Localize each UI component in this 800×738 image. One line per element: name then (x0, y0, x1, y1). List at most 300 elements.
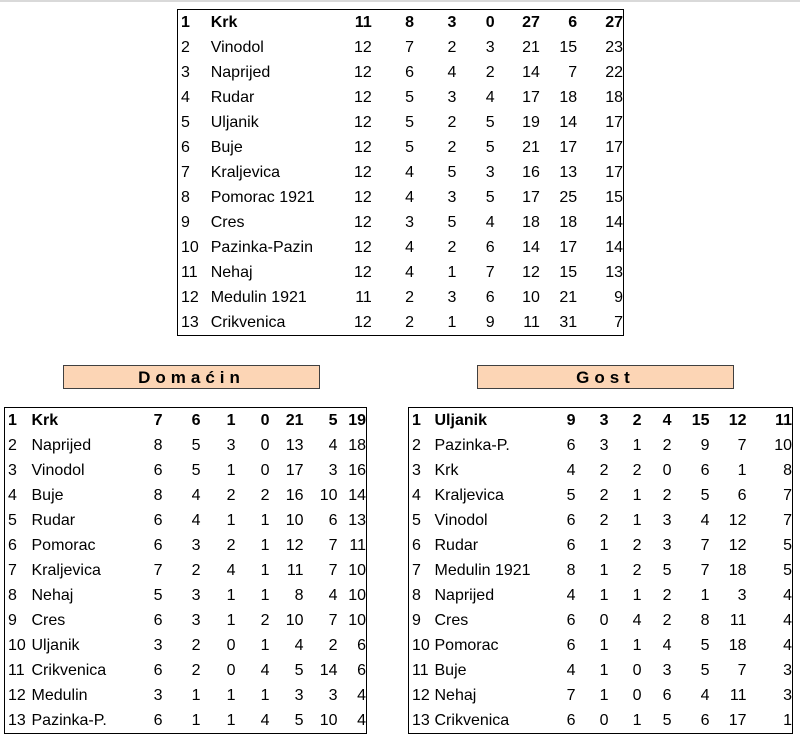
team-cell: Nehaj (31, 586, 74, 604)
team-cell: Crikvenica (434, 711, 510, 729)
goals-for-cell: 13 (285, 436, 304, 454)
points-cell: 15 (605, 188, 623, 206)
rank-cell: 8 (412, 586, 421, 604)
goals-against-cell: 3 (328, 686, 338, 704)
team-cell: Vinodol (31, 461, 85, 479)
home-standings-table (4, 407, 367, 734)
played-cell: 9 (566, 411, 576, 429)
team-cell: Vinodol (434, 511, 488, 529)
drawn-cell: 1 (226, 461, 236, 479)
won-cell: 5 (405, 113, 415, 131)
drawn-cell: 1 (632, 636, 642, 654)
rank-cell: 6 (181, 138, 190, 156)
table-row (5, 608, 367, 633)
team-cell: Naprijed (31, 436, 92, 454)
table-row (409, 458, 793, 483)
goals-for-cell: 4 (700, 511, 710, 529)
lost-cell: 1 (260, 511, 270, 529)
team-cell: Buje (31, 486, 64, 504)
rank-cell: 5 (412, 511, 421, 529)
goals-for-cell: 4 (700, 686, 710, 704)
played-cell: 4 (566, 661, 576, 679)
rank-cell: 11 (8, 661, 25, 679)
drawn-cell: 0 (226, 661, 236, 679)
rank-cell: 1 (8, 411, 17, 429)
goals-against-cell: 10 (319, 711, 338, 729)
won-cell: 5 (405, 138, 415, 156)
points-cell: 7 (783, 511, 792, 529)
goals-for-cell: 5 (700, 486, 710, 504)
won-cell: 3 (191, 586, 201, 604)
goals-for-cell: 17 (522, 88, 540, 106)
rank-cell: 10 (412, 636, 430, 654)
points-cell: 8 (783, 461, 792, 479)
drawn-cell: 1 (632, 436, 642, 454)
lost-cell: 0 (260, 411, 270, 429)
played-cell: 12 (354, 313, 372, 331)
table-row (409, 633, 793, 658)
won-cell: 1 (599, 586, 609, 604)
won-cell: 4 (191, 511, 201, 529)
points-cell: 23 (605, 38, 623, 56)
lost-cell: 7 (485, 263, 495, 281)
points-cell: 18 (605, 88, 623, 106)
table-row (5, 683, 367, 708)
table-row (409, 583, 793, 608)
table-row (409, 508, 793, 533)
lost-cell: 1 (260, 561, 270, 579)
table-row (409, 658, 793, 683)
rank-cell: 3 (181, 63, 190, 81)
lost-cell: 2 (662, 436, 672, 454)
table-row (5, 633, 367, 658)
team-cell: Medulin 1921 (210, 288, 307, 306)
rank-cell: 9 (181, 213, 190, 231)
rank-cell: 4 (181, 88, 190, 106)
points-cell: 11 (775, 411, 792, 429)
points-cell: 7 (783, 486, 792, 504)
won-cell: 2 (599, 486, 609, 504)
drawn-cell: 1 (632, 711, 642, 729)
lost-cell: 1 (260, 536, 270, 554)
points-cell: 10 (348, 561, 366, 579)
team-cell: Medulin (31, 686, 88, 704)
lost-cell: 0 (260, 461, 270, 479)
table-row (178, 135, 624, 160)
played-cell: 6 (566, 611, 576, 629)
lost-cell: 5 (662, 711, 672, 729)
goals-against-cell: 21 (559, 288, 578, 306)
lost-cell: 4 (485, 213, 495, 231)
rank-cell: 9 (8, 611, 17, 629)
points-cell: 10 (348, 586, 366, 604)
drawn-cell: 1 (632, 586, 642, 604)
drawn-cell: 1 (447, 313, 457, 331)
goals-against-cell: 25 (559, 188, 578, 206)
played-cell: 12 (354, 63, 372, 81)
drawn-cell: 4 (447, 63, 457, 81)
team-cell: Krk (434, 461, 459, 479)
rank-cell: 10 (8, 636, 26, 654)
lost-cell: 1 (260, 636, 270, 654)
drawn-cell: 0 (632, 686, 642, 704)
rank-cell: 1 (181, 13, 190, 31)
table-row (5, 708, 367, 734)
won-cell: 3 (599, 411, 609, 429)
played-cell: 6 (566, 511, 576, 529)
played-cell: 7 (153, 561, 163, 579)
table-row (178, 10, 624, 36)
rank-cell: 6 (412, 536, 421, 554)
played-cell: 6 (153, 711, 163, 729)
goals-against-cell: 18 (559, 88, 578, 106)
table-row (5, 483, 367, 508)
top-divider (0, 0, 800, 2)
drawn-cell: 2 (447, 238, 457, 256)
goals-against-cell: 6 (328, 511, 338, 529)
played-cell: 11 (354, 13, 372, 31)
played-cell: 6 (153, 461, 163, 479)
lost-cell: 5 (485, 188, 495, 206)
goals-for-cell: 9 (700, 436, 710, 454)
team-cell: Uljanik (434, 411, 487, 429)
played-cell: 12 (354, 163, 372, 181)
goals-for-cell: 5 (700, 661, 710, 679)
table-row (409, 708, 793, 734)
won-cell: 3 (191, 536, 201, 554)
points-cell: 19 (348, 411, 366, 429)
goals-against-cell: 14 (319, 661, 338, 679)
drawn-cell: 1 (226, 686, 236, 704)
team-cell: Vinodol (210, 38, 264, 56)
table-row (178, 210, 624, 235)
points-cell: 17 (605, 138, 623, 156)
drawn-cell: 2 (632, 561, 642, 579)
rank-cell: 6 (8, 536, 17, 554)
won-cell: 1 (599, 561, 609, 579)
goals-against-cell: 18 (728, 561, 747, 579)
won-cell: 3 (405, 213, 415, 231)
won-cell: 3 (191, 611, 201, 629)
team-cell: Krk (31, 411, 59, 429)
goals-against-cell: 7 (328, 561, 338, 579)
goals-for-cell: 5 (294, 711, 304, 729)
goals-against-cell: 7 (737, 661, 747, 679)
drawn-cell: 1 (226, 611, 236, 629)
points-cell: 16 (348, 461, 366, 479)
drawn-cell: 2 (632, 411, 642, 429)
won-cell: 4 (405, 263, 415, 281)
team-cell: Pazinka-Pazin (210, 238, 313, 256)
played-cell: 5 (153, 586, 163, 604)
drawn-cell: 2 (632, 536, 642, 554)
goals-for-cell: 6 (700, 461, 710, 479)
drawn-cell: 3 (447, 13, 457, 31)
goals-for-cell: 17 (285, 461, 304, 479)
goals-against-cell: 5 (328, 411, 338, 429)
goals-for-cell: 21 (522, 138, 540, 156)
goals-for-cell: 14 (522, 238, 540, 256)
played-cell: 6 (566, 436, 576, 454)
won-cell: 6 (191, 411, 201, 429)
points-cell: 4 (783, 611, 792, 629)
goals-for-cell: 21 (285, 411, 304, 429)
won-cell: 7 (405, 38, 415, 56)
played-cell: 3 (153, 636, 163, 654)
points-cell: 6 (357, 661, 366, 679)
points-cell: 14 (605, 238, 623, 256)
goals-against-cell: 15 (559, 263, 578, 281)
points-cell: 3 (783, 686, 792, 704)
played-cell: 7 (153, 411, 163, 429)
table-row (178, 110, 624, 135)
rank-cell: 3 (8, 461, 17, 479)
lost-cell: 2 (260, 611, 270, 629)
goals-for-cell: 14 (522, 63, 540, 81)
goals-against-cell: 7 (568, 63, 578, 81)
played-cell: 4 (566, 461, 576, 479)
played-cell: 8 (566, 561, 576, 579)
goals-against-cell: 17 (559, 238, 578, 256)
played-cell: 7 (566, 686, 576, 704)
drawn-cell: 0 (632, 661, 642, 679)
team-cell: Pomorac 1921 (210, 188, 315, 206)
played-cell: 3 (153, 686, 163, 704)
lost-cell: 0 (485, 13, 495, 31)
drawn-cell: 0 (226, 636, 236, 654)
rank-cell: 5 (181, 113, 190, 131)
table-row (178, 310, 624, 336)
rank-cell: 12 (181, 288, 199, 306)
played-cell: 6 (566, 711, 576, 729)
points-cell: 10 (774, 436, 792, 454)
drawn-cell: 5 (447, 163, 457, 181)
goals-for-cell: 27 (522, 13, 540, 31)
played-cell: 6 (566, 536, 576, 554)
played-cell: 8 (153, 436, 163, 454)
table-row (409, 433, 793, 458)
points-cell: 11 (349, 536, 366, 554)
rank-cell: 4 (412, 486, 421, 504)
lost-cell: 4 (662, 411, 672, 429)
played-cell: 4 (566, 586, 576, 604)
team-cell: Nehaj (210, 263, 253, 281)
goals-for-cell: 12 (285, 536, 304, 554)
goals-against-cell: 7 (328, 536, 338, 554)
rank-cell: 2 (8, 436, 17, 454)
lost-cell: 5 (485, 138, 495, 156)
team-cell: Naprijed (210, 63, 271, 81)
team-cell: Kraljevica (434, 486, 504, 504)
won-cell: 5 (191, 461, 201, 479)
points-cell: 4 (783, 586, 792, 604)
points-cell: 9 (614, 288, 623, 306)
drawn-cell: 3 (447, 288, 457, 306)
points-cell: 4 (783, 636, 792, 654)
table-row (409, 408, 793, 434)
table-row (5, 533, 367, 558)
goals-for-cell: 10 (285, 511, 304, 529)
points-cell: 14 (605, 213, 623, 231)
drawn-cell: 4 (226, 561, 236, 579)
team-cell: Rudar (210, 88, 255, 106)
team-cell: Buje (434, 661, 467, 679)
lost-cell: 4 (662, 636, 672, 654)
played-cell: 12 (354, 188, 372, 206)
drawn-cell: 2 (447, 38, 457, 56)
team-cell: Cres (434, 611, 469, 629)
goals-against-cell: 15 (559, 38, 578, 56)
rank-cell: 3 (412, 461, 421, 479)
lost-cell: 3 (485, 163, 495, 181)
team-cell: Cres (31, 611, 66, 629)
won-cell: 1 (599, 536, 609, 554)
won-cell: 4 (405, 188, 415, 206)
lost-cell: 2 (662, 486, 672, 504)
lost-cell: 3 (485, 38, 495, 56)
team-cell: Uljanik (210, 113, 259, 131)
played-cell: 12 (354, 263, 372, 281)
rank-cell: 13 (8, 711, 26, 729)
goals-for-cell: 8 (700, 611, 710, 629)
goals-against-cell: 7 (328, 611, 338, 629)
goals-for-cell: 8 (294, 586, 304, 604)
points-cell: 22 (605, 63, 623, 81)
table-row (178, 85, 624, 110)
team-cell: Pomorac (434, 636, 499, 654)
goals-for-cell: 18 (522, 213, 540, 231)
rank-cell: 2 (181, 38, 190, 56)
played-cell: 6 (153, 611, 163, 629)
goals-against-cell: 12 (728, 511, 747, 529)
goals-against-cell: 2 (328, 636, 338, 654)
points-cell: 3 (783, 661, 792, 679)
goals-against-cell: 7 (737, 436, 747, 454)
won-cell: 6 (405, 63, 415, 81)
played-cell: 6 (566, 636, 576, 654)
lost-cell: 4 (260, 711, 270, 729)
lost-cell: 3 (662, 536, 672, 554)
won-cell: 5 (405, 88, 415, 106)
points-cell: 18 (348, 436, 366, 454)
lost-cell: 3 (662, 511, 672, 529)
rank-cell: 8 (8, 586, 17, 604)
drawn-cell: 2 (447, 113, 457, 131)
points-cell: 17 (605, 163, 623, 181)
lost-cell: 2 (485, 63, 495, 81)
lost-cell: 9 (485, 313, 495, 331)
goals-for-cell: 12 (522, 263, 540, 281)
table-row (178, 260, 624, 285)
won-cell: 2 (191, 561, 201, 579)
lost-cell: 2 (662, 586, 672, 604)
goals-against-cell: 10 (319, 486, 338, 504)
rank-cell: 4 (8, 486, 17, 504)
lost-cell: 6 (485, 238, 495, 256)
points-cell: 4 (357, 711, 366, 729)
won-cell: 4 (191, 486, 201, 504)
goals-for-cell: 16 (522, 163, 540, 181)
goals-for-cell: 7 (700, 561, 710, 579)
rank-cell: 7 (412, 561, 421, 579)
won-cell: 5 (191, 436, 201, 454)
drawn-cell: 4 (632, 611, 642, 629)
goals-for-cell: 21 (522, 38, 540, 56)
goals-for-cell: 5 (700, 636, 710, 654)
won-cell: 0 (599, 611, 609, 629)
table-row (5, 508, 367, 533)
won-cell: 1 (599, 661, 609, 679)
drawn-cell: 2 (447, 138, 457, 156)
points-cell: 27 (605, 13, 623, 31)
points-cell: 14 (348, 486, 366, 504)
lost-cell: 4 (485, 88, 495, 106)
team-cell: Buje (210, 138, 243, 156)
goals-for-cell: 11 (523, 313, 540, 331)
goals-against-cell: 4 (328, 436, 338, 454)
points-cell: 6 (357, 636, 366, 654)
played-cell: 12 (354, 238, 372, 256)
lost-cell: 2 (260, 486, 270, 504)
lost-cell: 1 (260, 686, 270, 704)
drawn-cell: 1 (447, 263, 457, 281)
drawn-cell: 1 (226, 411, 236, 429)
table-row (409, 483, 793, 508)
lost-cell: 6 (662, 686, 672, 704)
team-cell: Rudar (31, 511, 76, 529)
won-cell: 2 (405, 313, 415, 331)
won-cell: 2 (191, 636, 201, 654)
lost-cell: 5 (662, 561, 672, 579)
table-row (5, 458, 367, 483)
rank-cell: 9 (412, 611, 421, 629)
won-cell: 2 (599, 461, 609, 479)
rank-cell: 7 (181, 163, 190, 181)
rank-cell: 11 (412, 661, 429, 679)
rank-cell: 2 (412, 436, 421, 454)
points-cell: 7 (614, 313, 623, 331)
won-cell: 1 (191, 686, 201, 704)
drawn-cell: 1 (632, 486, 642, 504)
goals-against-cell: 13 (559, 163, 578, 181)
won-cell: 2 (191, 661, 201, 679)
lost-cell: 1 (260, 586, 270, 604)
won-cell: 1 (599, 686, 609, 704)
team-cell: Pazinka-P. (434, 436, 510, 454)
team-cell: Rudar (434, 536, 479, 554)
away-standings-table (408, 407, 793, 734)
lost-cell: 0 (662, 461, 672, 479)
goals-against-cell: 14 (559, 113, 578, 131)
rank-cell: 11 (181, 263, 198, 281)
goals-against-cell: 18 (559, 213, 578, 231)
drawn-cell: 2 (226, 486, 236, 504)
lost-cell: 6 (485, 288, 495, 306)
drawn-cell: 3 (447, 188, 457, 206)
points-cell: 4 (357, 686, 366, 704)
played-cell: 6 (153, 536, 163, 554)
goals-for-cell: 15 (691, 411, 710, 429)
played-cell: 12 (354, 113, 372, 131)
drawn-cell: 3 (226, 436, 236, 454)
table-row (178, 285, 624, 310)
table-row (5, 558, 367, 583)
rank-cell: 7 (8, 561, 17, 579)
played-cell: 6 (153, 661, 163, 679)
home-section-label: Domaćin (63, 365, 320, 389)
lost-cell: 3 (662, 661, 672, 679)
won-cell: 1 (191, 711, 201, 729)
